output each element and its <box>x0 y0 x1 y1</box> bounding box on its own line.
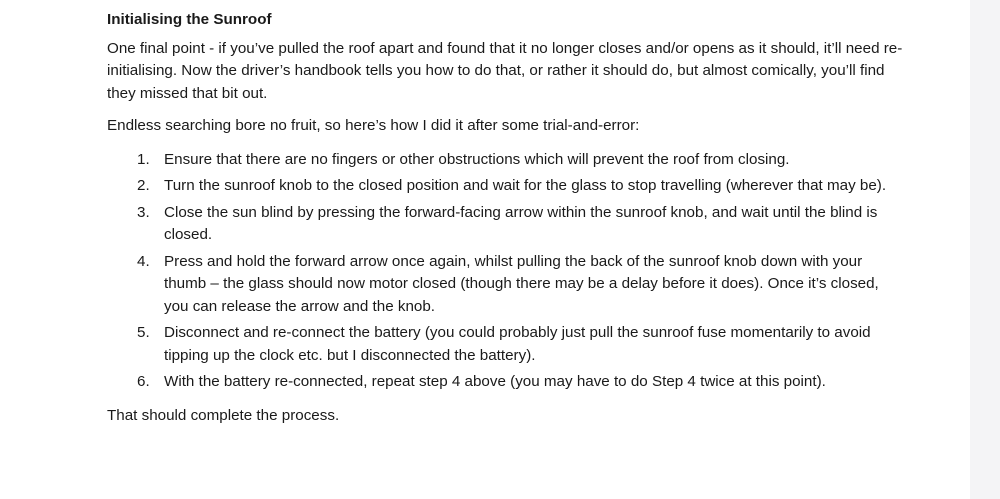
document-content <box>107 9 907 427</box>
steps-list <box>107 149 907 394</box>
list-item <box>107 371 907 394</box>
closing-paragraph: That should complete the process. <box>107 406 340 424</box>
step-text: With the battery re-connected, repeat step 4 above (you may have to do Step 4 twice at this point). <box>164 373 826 390</box>
step-text: Press and hold the forward arrow once again, whilst pulling the back of the sunroof knob down with your thumb – the glass should now motor closed (though there may be a delay before it does). Once it’s closed, you can release the arrow and the knob. <box>164 252 879 315</box>
list-item <box>107 322 907 367</box>
step-number: 5. <box>137 324 150 341</box>
step-number: 1. <box>137 150 150 168</box>
step-text: Ensure that there are no fingers or other obstructions which will prevent the roof from closing. <box>164 150 790 168</box>
step-number: 3. <box>137 203 150 221</box>
list-item <box>107 251 907 319</box>
intro-paragraph: One final point - if you’ve pulled the roof apart and found that it no longer closes and/or opens as it should, it’ll need re-initialising. Now the driver’s handbook tells you how to do that, or rather it should do, but almost comically, you’ll find they missed that bit out. <box>107 39 903 102</box>
list-item <box>107 175 907 198</box>
step-text: Disconnect and re-connect the battery (you could probably just pull the sunroof fuse momentarily to avoid tipping up the clock etc. but I disconnected the battery). <box>164 324 871 364</box>
lead-in-paragraph: Endless searching bore no fruit, so here’s how I did it after some trial-and-error: <box>107 117 640 134</box>
list-item <box>107 149 907 172</box>
list-item <box>107 202 907 247</box>
step-number: 2. <box>137 177 150 194</box>
step-number: 4. <box>137 252 150 270</box>
step-number: 6. <box>137 373 150 390</box>
section-heading: Initialising the Sunroof <box>107 11 272 28</box>
step-text: Close the sun blind by pressing the forward-facing arrow within the sunroof knob, and wait until the blind is closed. <box>164 203 878 243</box>
step-text: Turn the sunroof knob to the closed position and wait for the glass to stop travelling (wherever that may be). <box>164 177 887 194</box>
